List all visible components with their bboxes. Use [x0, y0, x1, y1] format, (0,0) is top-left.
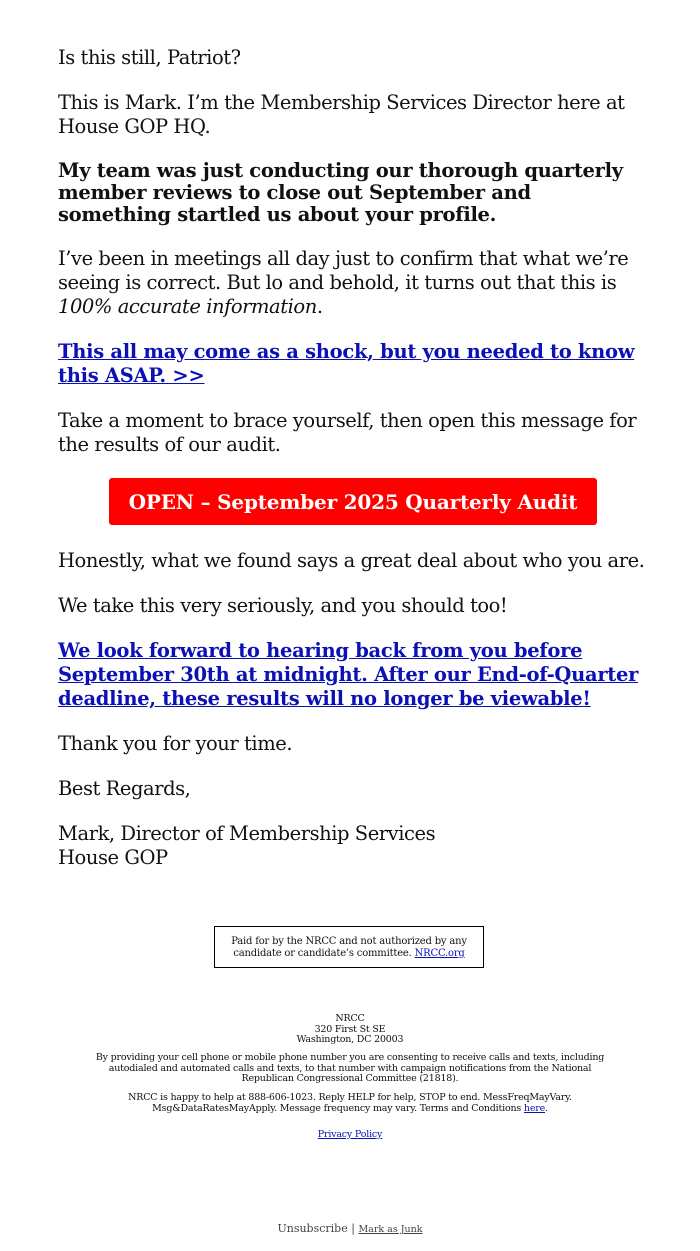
signature-name: Mark, Director of Membership Services — [58, 822, 436, 845]
signature — [58, 822, 648, 870]
privacy-policy-link[interactable]: Privacy Policy — [317, 1129, 383, 1140]
greeting-text: Is this still, Patriot? — [58, 46, 241, 69]
regards-text: Best Regards, — [58, 777, 191, 800]
footer-org: NRCC — [335, 1013, 365, 1024]
brace-text: Take a moment to brace yourself, then open this message for the results of our audit. — [58, 409, 637, 456]
honestly-text: Honestly, what we found says a great deal about who you are. — [58, 549, 645, 572]
seriously-text: We take this very seriously, and you should too! — [58, 594, 508, 617]
meetings-text: I’ve been in meetings all day just to confirm that what we’re seeing is correct. But lo and behold, it turns out that this is — [58, 247, 629, 294]
footer-street: 320 First St SE — [314, 1023, 386, 1035]
shock-link[interactable]: This all may come as a shock, but you needed to know this ASAP. >> — [58, 340, 635, 387]
footer-consent: By providing your cell phone or mobile phone number you are consenting to receive calls and texts, including autodialed and automated calls and texts, to that number with campaign notifications from the National Republican Congressional Committee (21818). — [95, 1052, 605, 1084]
meetings-end: . — [316, 295, 323, 318]
meetings-italic: 100% accurate information — [58, 295, 317, 318]
terms-link[interactable]: here — [523, 1102, 546, 1114]
paid-for-disclaimer — [214, 926, 484, 968]
unsubscribe-separator: | — [351, 1222, 355, 1235]
thanks-text: Thank you for your time. — [58, 732, 293, 755]
intro-text: This is Mark. I’m the Membership Services Director here at House GOP HQ. — [58, 91, 625, 138]
deadline-link[interactable]: We look forward to hearing back from you before September 30th at midnight. After our End-of-Quarter deadline, these results will no longer be viewable! — [58, 639, 639, 710]
unsubscribe-bar — [0, 1222, 700, 1235]
footer-privacy — [90, 1130, 610, 1141]
footer-city: Washington, DC 20003 — [296, 1034, 404, 1045]
help-text: NRCC is happy to help at 888-606-1023. Reply HELP for help, STOP to end. MessFreqMayVary. Msg&DataRatesMayApply. Message frequency may vary. Terms and Conditions — [128, 1092, 572, 1114]
unsubscribe-link[interactable]: Unsubscribe — [277, 1222, 348, 1235]
open-audit-button[interactable]: OPEN – September 2025 Quarterly Audit — [109, 478, 598, 525]
nrcc-link[interactable]: NRCC.org — [414, 948, 465, 959]
bold-paragraph: My team was just conducting our thorough quarterly member reviews to close out September and something startled us about your profile. — [58, 159, 623, 226]
paid-for-text: Paid for by the NRCC and not authorized by any candidate or candidate’s committee. — [231, 936, 467, 959]
signature-org: House GOP — [58, 846, 168, 869]
mark-as-junk-link[interactable]: Mark as Junk — [358, 1224, 423, 1235]
meetings-paragraph — [58, 247, 648, 319]
terms-end: . — [545, 1102, 548, 1114]
cta-wrapper — [58, 478, 648, 525]
email-body — [58, 46, 648, 870]
footer-help — [90, 1093, 610, 1114]
footer-address — [90, 1014, 610, 1046]
